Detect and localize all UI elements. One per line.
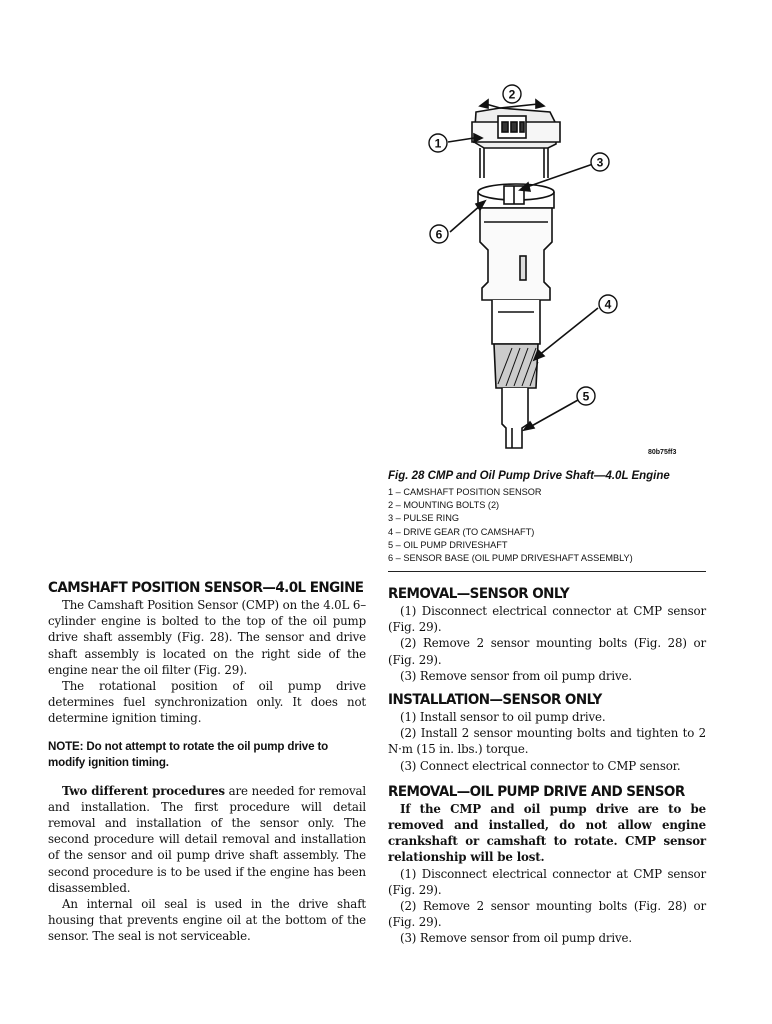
callout-6: 6 — [435, 227, 443, 242]
step: (2) Install 2 sensor mounting bolts and tighten to 2 N·m (15 in. lbs.) torque. — [388, 726, 706, 757]
figure-caption — [388, 470, 706, 565]
caption-divider — [388, 571, 706, 572]
paragraph — [48, 783, 366, 896]
paragraph: The rotational position of oil pump drive determines fuel synchronization only. It does not determine ignition timing. — [48, 679, 366, 726]
step: (3) Connect electrical connector to CMP sensor. — [400, 758, 681, 773]
figure-28-illustration — [388, 82, 708, 462]
bold-lead: Two different procedures — [62, 783, 225, 798]
warning: If the CMP and oil pump drive are to be removed and installed, do not allow engine crankshaft or camshaft to rotate. CMP sensor relationship will be lost. — [388, 801, 706, 865]
legend-item: 5 – OIL PUMP DRIVESHAFT — [388, 539, 508, 550]
left-column — [48, 580, 366, 945]
legend-item: 2 – MOUNTING BOLTS (2) — [388, 500, 500, 511]
step: (2) Remove 2 sensor mounting bolts (Fig. 28) or (Fig. 29). — [388, 636, 706, 667]
legend-item: 3 – PULSE RING — [388, 513, 459, 524]
section-heading-removal-sensor: REMOVAL—SENSOR ONLY — [388, 586, 570, 602]
paragraph: The Camshaft Position Sensor (CMP) on the 4.0L 6–cylinder engine is bolted to the top of the oil pump drive shaft assembly (Fig. 28). The sensor and drive shaft assembly is located on the right side of the engine near the oil filter (Fig. 29). — [48, 598, 366, 677]
callout-3: 3 — [596, 155, 604, 170]
legend-item: 1 – CAMSHAFT POSITION SENSOR — [388, 487, 542, 497]
paragraph-text: are needed for removal and installation. The first procedure will detail removal and installation of the sensor only. The second procedure will detail removal and installation of the sensor and oil pump drive shaft assembly. The second procedure is to be used if the engine has been disassembled. — [48, 783, 366, 895]
step: (1) Disconnect electrical connector at CMP sensor (Fig. 29). — [388, 604, 706, 635]
right-column — [388, 586, 706, 947]
section-heading-removal-pump: REMOVAL—OIL PUMP DRIVE AND SENSOR — [388, 783, 685, 800]
step: (1) Install sensor to oil pump drive. — [400, 710, 606, 725]
callout-2: 2 — [508, 87, 516, 102]
step: (3) Remove sensor from oil pump drive. — [400, 931, 632, 946]
paragraph: An internal oil seal is used in the drive shaft housing that prevents engine oil at the bottom of the sensor. The seal is not serviceable. — [48, 897, 366, 944]
step: (2) Remove 2 sensor mounting bolts (Fig. 28) or (Fig. 29). — [388, 899, 706, 930]
callout-5: 5 — [582, 389, 590, 404]
spacer — [388, 774, 706, 784]
image-code: 80b75ff3 — [648, 449, 677, 456]
legend-item: 6 – SENSOR BASE (OIL PUMP DRIVESHAFT ASSEMBLY) — [388, 553, 633, 564]
figure-legend — [388, 486, 706, 565]
cmp-drive-shaft-drawing — [388, 82, 708, 462]
note: NOTE: Do not attempt to rotate the oil pump drive to modify ignition timing. — [48, 739, 329, 769]
section-heading-installation-sensor: INSTALLATION—SENSOR ONLY — [388, 692, 602, 709]
callout-4: 4 — [604, 297, 612, 312]
callout-1: 1 — [434, 136, 442, 151]
legend-item: 4 – DRIVE GEAR (TO CAMSHAFT) — [388, 526, 535, 537]
section-heading-cmp-sensor: CAMSHAFT POSITION SENSOR—4.0L ENGINE — [48, 580, 364, 596]
figure-title: Fig. 28 CMP and Oil Pump Drive Shaft—4.0L Engine — [388, 470, 670, 482]
spacer — [388, 684, 706, 692]
step: (3) Remove sensor from oil pump drive. — [400, 668, 632, 683]
step: (1) Disconnect electrical connector at CMP sensor (Fig. 29). — [388, 866, 706, 897]
